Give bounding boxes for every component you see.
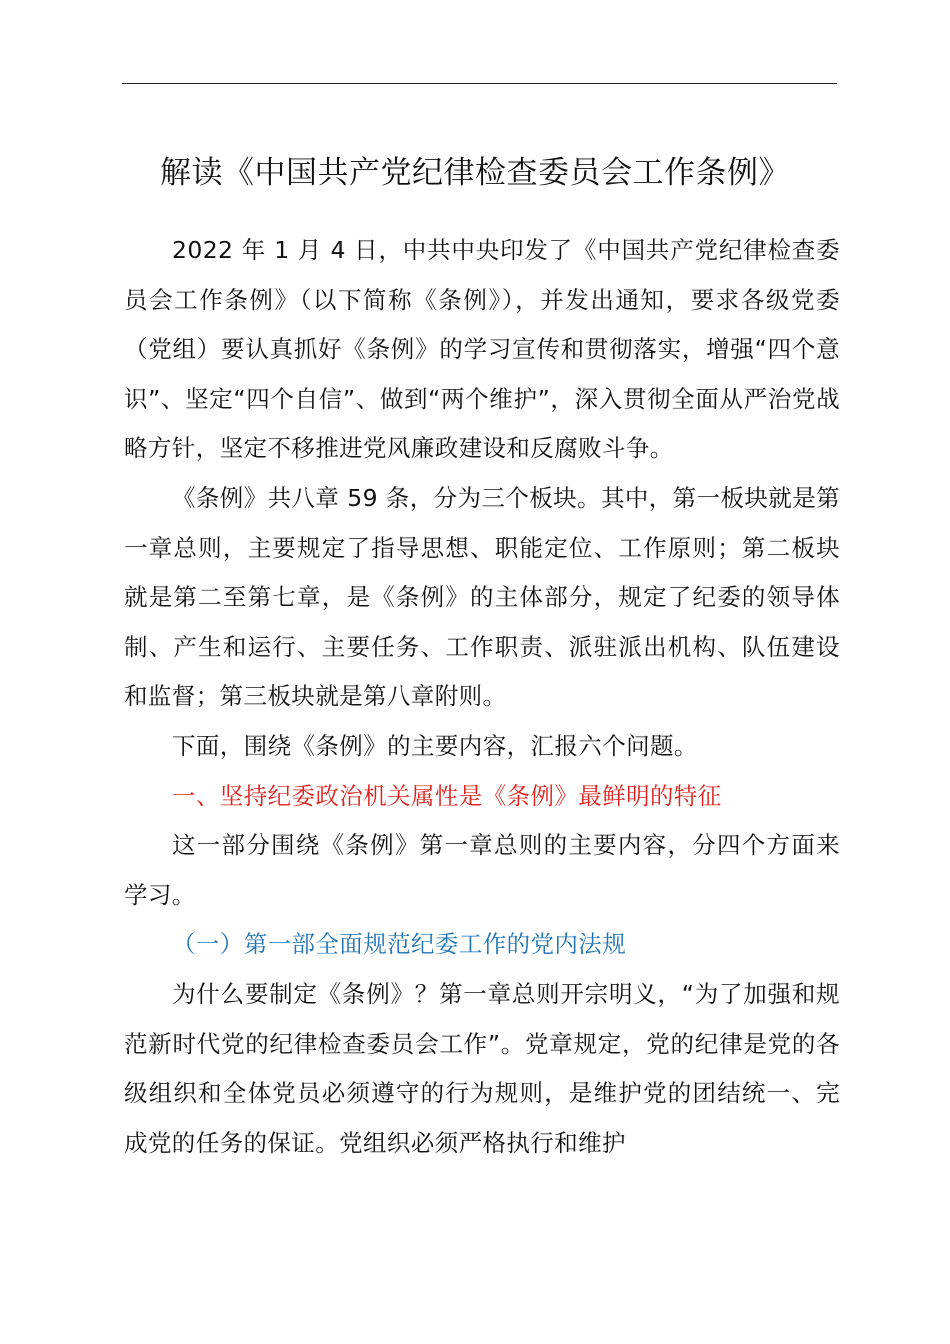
paragraph-section-1-intro: 这一部分围绕《条例》第一章总则的主要内容，分四个方面来学习。 [124,831,840,909]
paragraph-outline: 下面，围绕《条例》的主要内容，汇报六个问题。 [172,731,698,760]
subsection-heading-1: （一）第一部全面规范纪委工作的党内法规 [172,930,627,959]
paragraph-structure: 《条例》共八章 59 条，分为三个板块。其中，第一板块就是第一章总则，主要规定了指导思想、职能定位、工作原则；第二板块就是第二至第七章，是《条例》的主体部分，规定了纪委的领导体制、产生和运行、主要任务、工作职责、派驻派出机构、队伍建设和监督；第三板块就是第八章附则。 [124,483,840,711]
document-body [124,226,840,1168]
section-heading-1: 一、坚持纪委政治机关属性是《条例》最鲜明的特征 [172,781,722,810]
document-title: 解读《中国共产党纪律检查委员会工作条例》 [160,155,790,191]
paragraph-intro: 2022 年 1 月 4 日，中共中央印发了《中国共产党纪律检查委员会工作条例》（以下简称《条例》），并发出通知，要求各级党委（党组）要认真抓好《条例》的学习宣传和贯彻落实，增强“四个意识”、坚定“四个自信”、做到“两个维护”，深入贯彻全面从严治党战略方针，坚定不移推进党风廉政建设和反腐败斗争。 [124,236,840,463]
header-rule [122,83,837,84]
paragraph-why-regulation: 为什么要制定《条例》？第一章总则开宗明义，“为了加强和规范新时代党的纪律检查委员会工作”。党章规定，党的纪律是党的各级组织和全体党员必须遵守的行为规则，是维护党的团结统一、完成党的任务的保证。党组织必须严格执行和维护 [124,979,840,1157]
